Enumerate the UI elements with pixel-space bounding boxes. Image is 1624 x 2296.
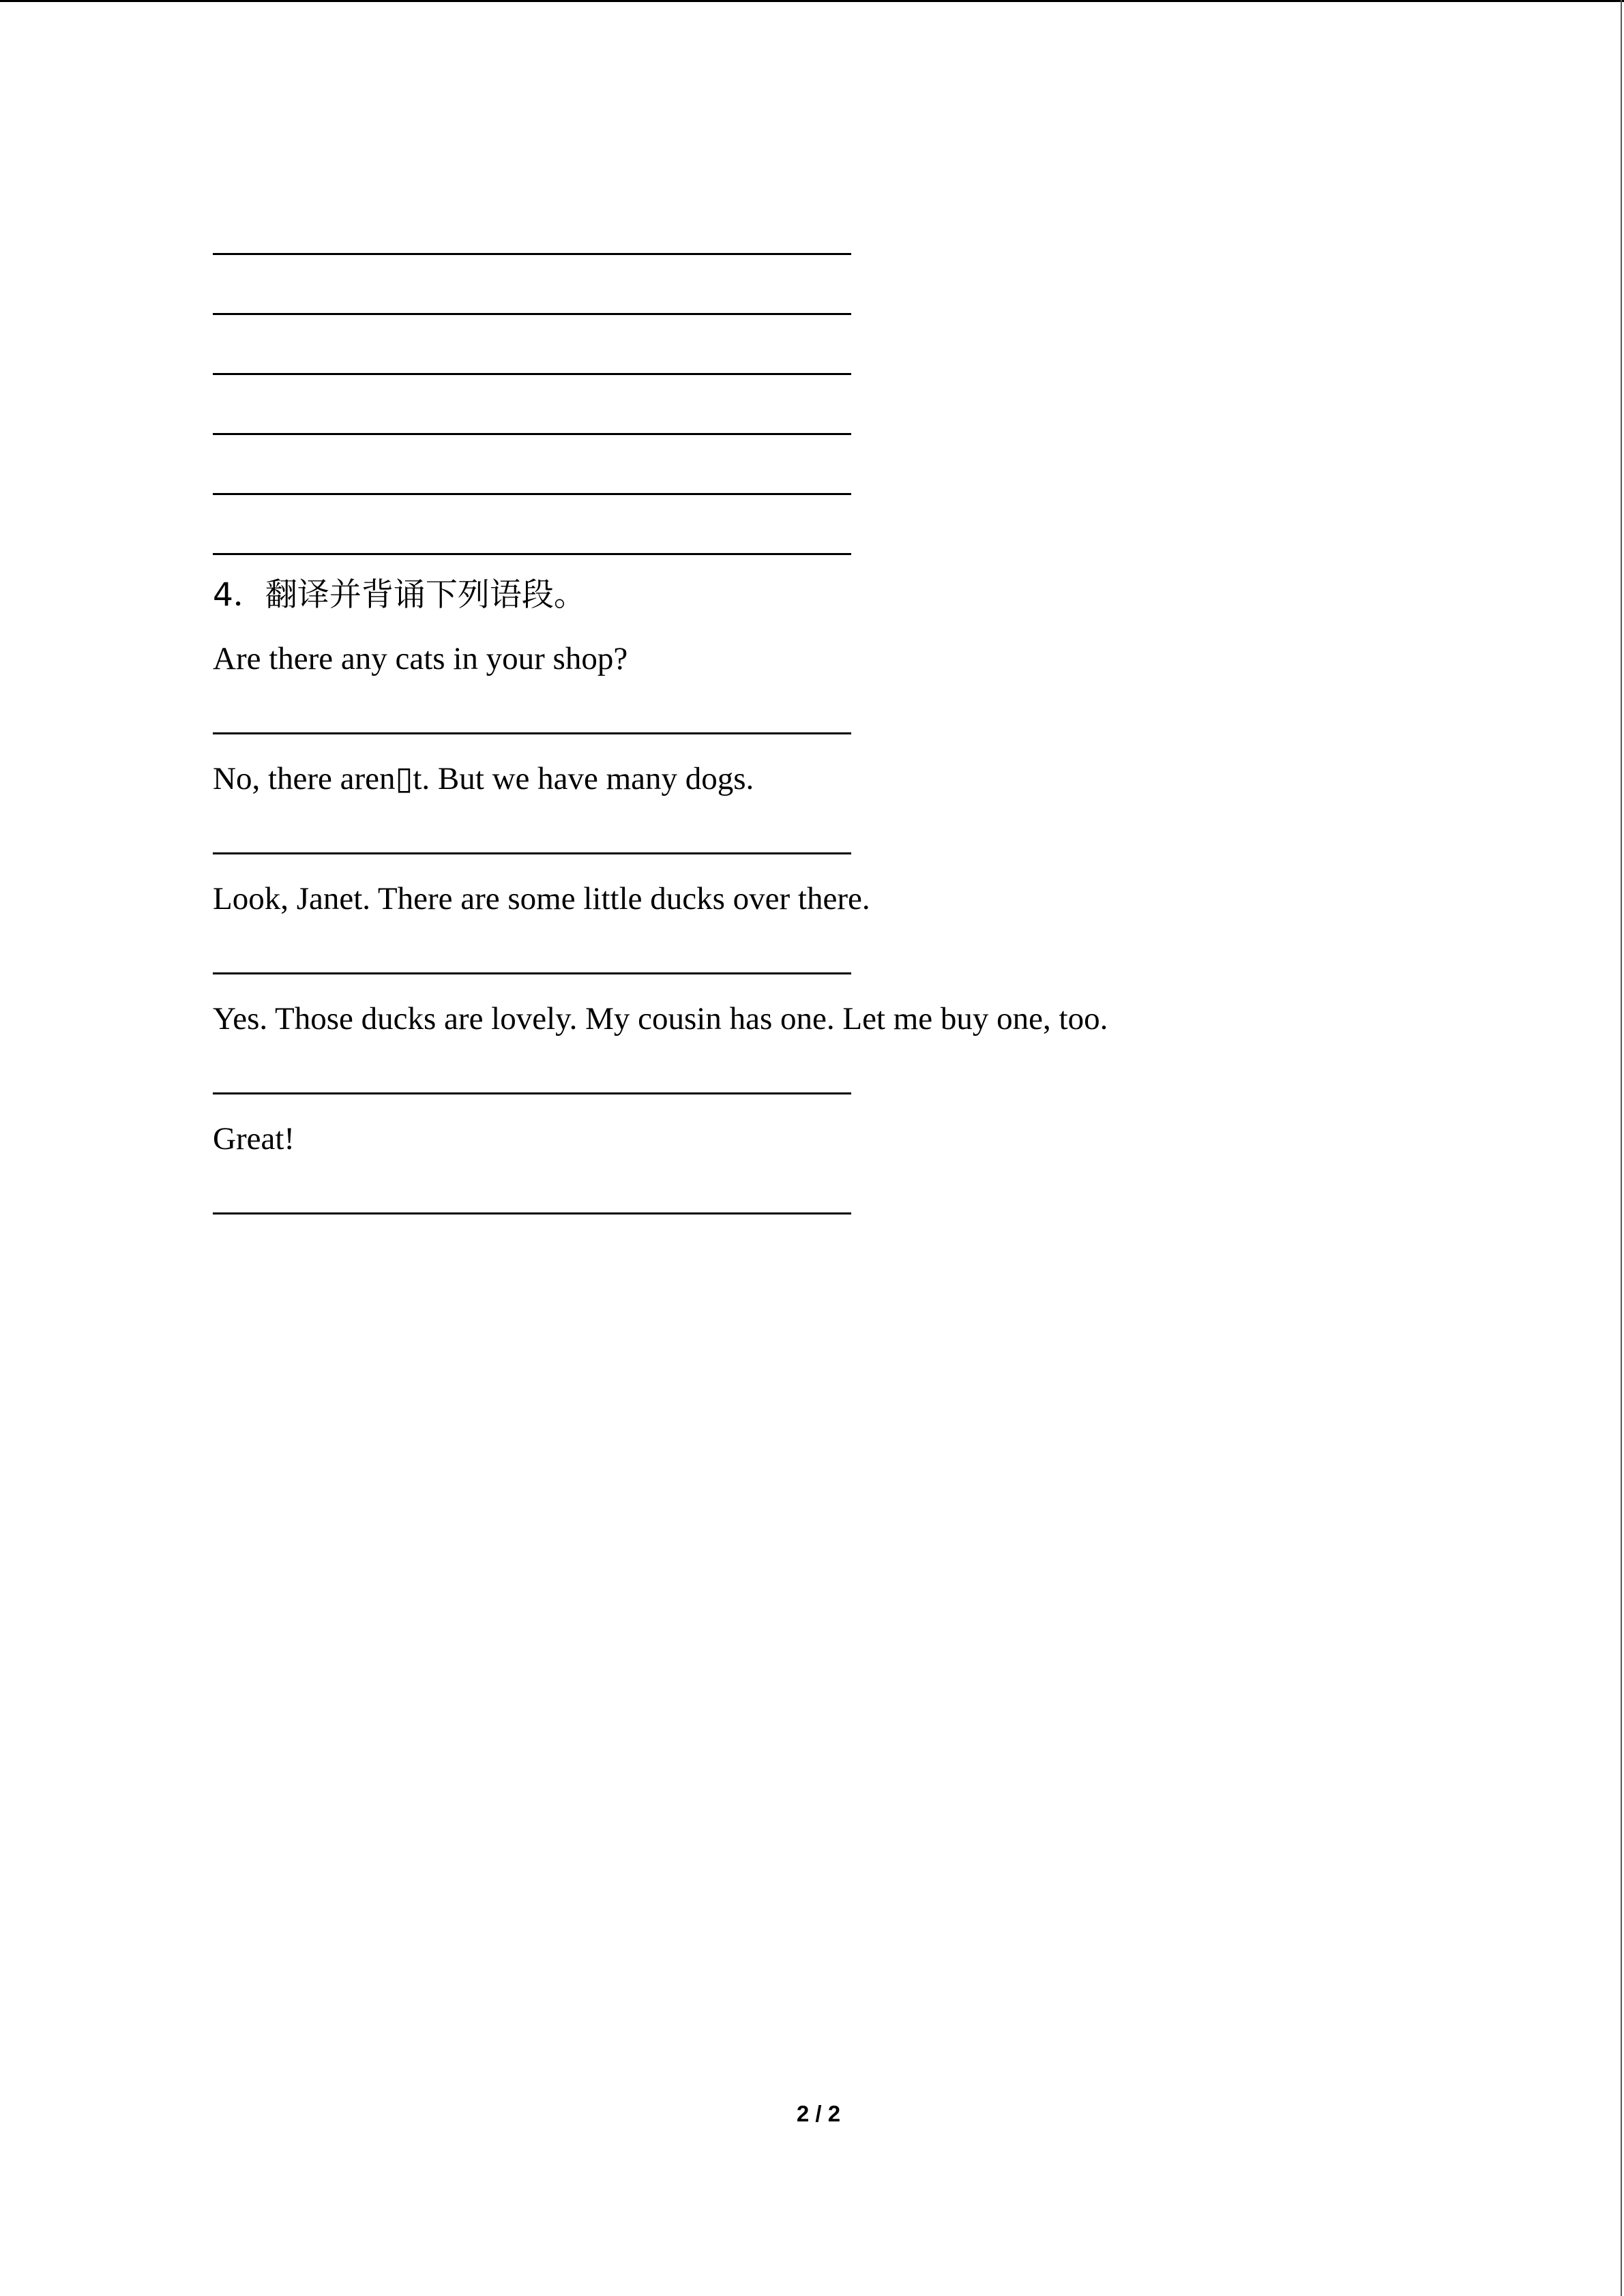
answer-line[interactable] <box>213 253 851 255</box>
sentence-text: Great! <box>213 1121 295 1157</box>
answer-line[interactable] <box>213 1092 851 1094</box>
sentence-text: Are there any cats in your shop? <box>213 641 628 676</box>
answer-line[interactable] <box>213 373 851 375</box>
answer-line[interactable] <box>213 1212 851 1214</box>
answer-line[interactable] <box>213 493 851 495</box>
page-top-border <box>0 0 1624 2</box>
sentence-text: No, there aren▯t. But we have many dogs. <box>213 761 754 796</box>
answer-line[interactable] <box>213 732 851 734</box>
answer-line[interactable] <box>213 313 851 315</box>
sentence-text: Yes. Those ducks are lovely. My cousin has one. Let me buy one, too. <box>213 1001 1108 1037</box>
page-number: 2 / 2 <box>796 2101 841 2126</box>
answer-line[interactable] <box>213 972 851 974</box>
answer-line[interactable] <box>213 852 851 854</box>
answer-line[interactable] <box>213 553 851 555</box>
sentence-text: Look, Janet. There are some little ducks over there. <box>213 881 870 916</box>
answer-line[interactable] <box>213 433 851 435</box>
exercise-heading: 4．翻译并背诵下列语段。 <box>213 576 586 614</box>
page-right-border <box>1621 0 1622 2296</box>
